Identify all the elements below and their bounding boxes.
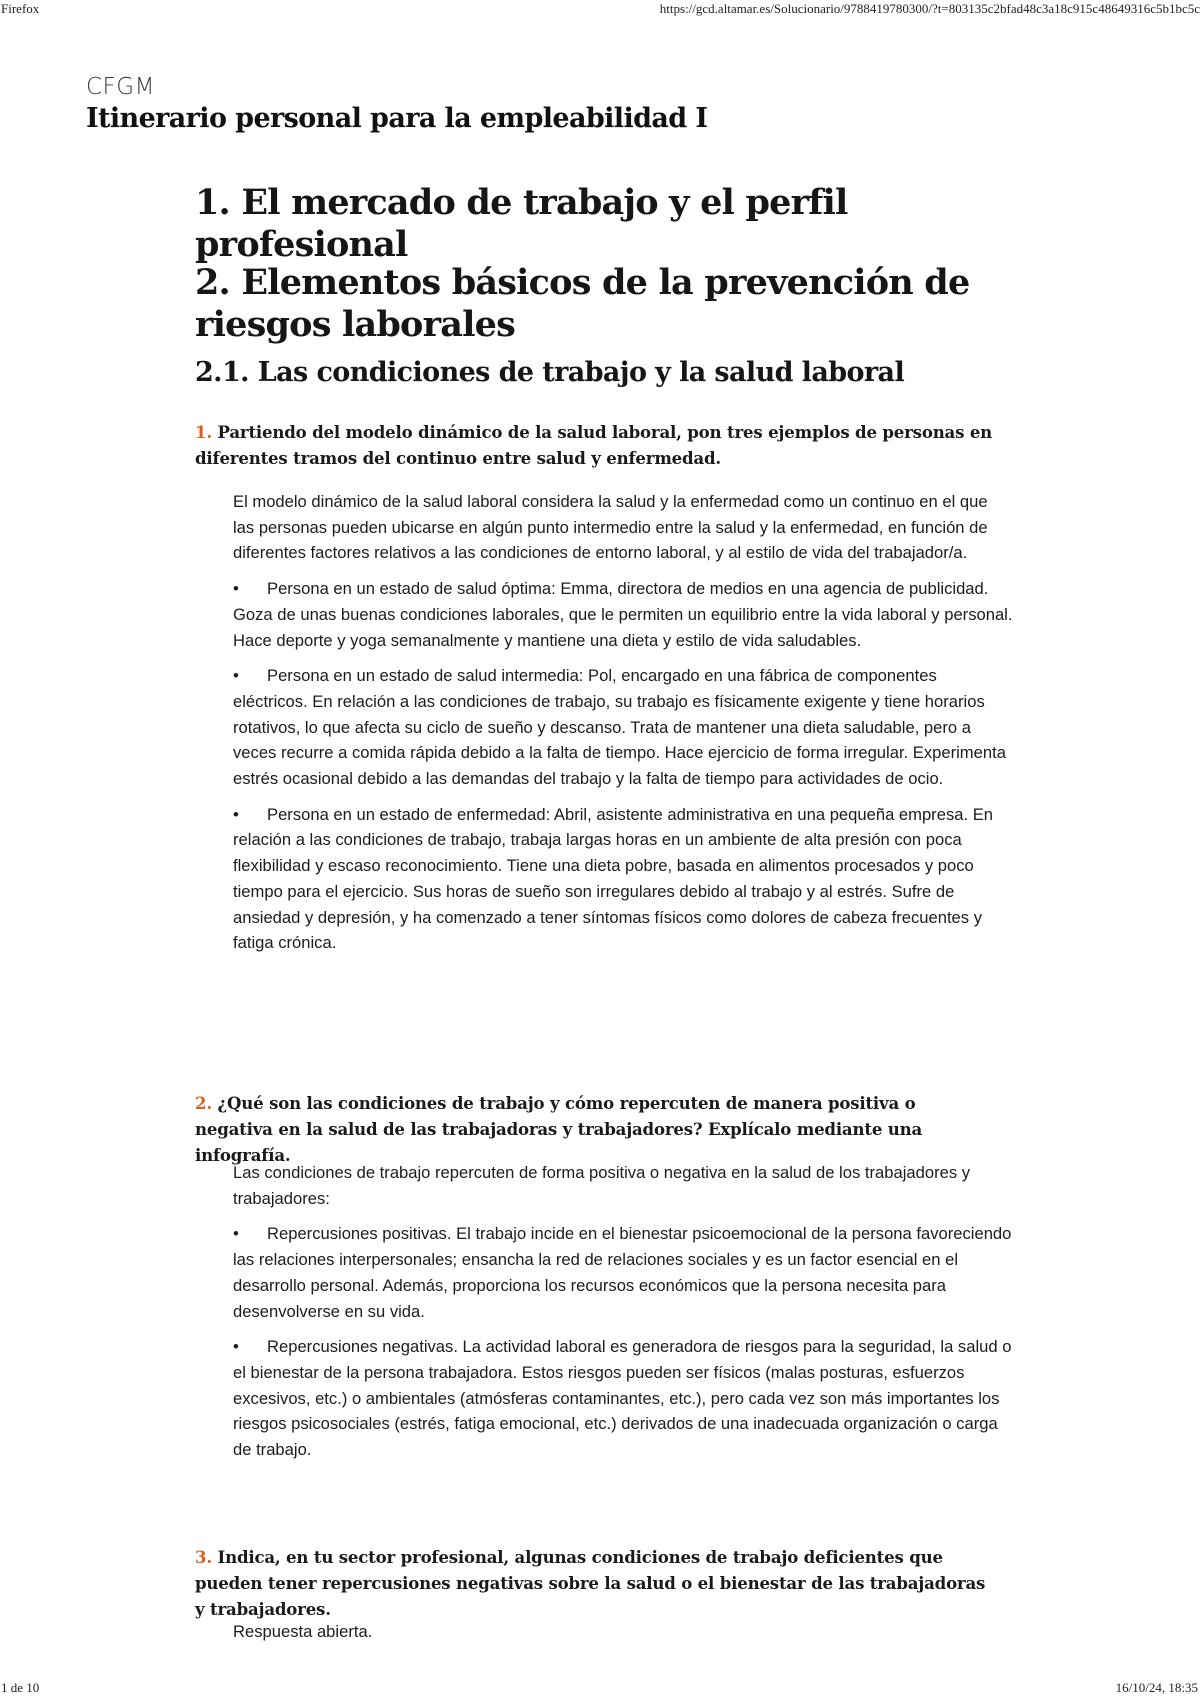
bullet-icon: • (233, 1337, 239, 1357)
book-header (86, 72, 707, 136)
corner-mark (1070, 104, 1090, 124)
answer-2-bullet-1: • Repercusiones positivas. El trabajo incide en el bienestar psicoemocional de la persona favoreciendo las relaciones interpersonales; ensancha la red de relaciones sociales y es un factor esencial en el desarrollo personal. Además, proporciona los recursos económicos que la persona necesita para desenvolverse en su vida. (233, 1221, 1013, 1324)
bullet-icon: • (233, 1224, 239, 1244)
bullet-icon: • (233, 666, 239, 686)
answer-2-bullet-2: • Repercusiones negativas. La actividad laboral es generadora de riesgos para la seguridad, la salud o el bienestar de la persona trabajadora. Estos riesgos pueden ser físicos (malas posturas, esfuerzos excesivos, etc.) o ambientales (atmósferas contaminantes, etc.), pero cada vez son más importantes los riesgos psicosociales (estrés, fatiga emocional, etc.) derivados de una inadecuada organización o carga de trabajo. (233, 1334, 1013, 1463)
print-header (0, 0, 1200, 18)
question-1-text: Partiendo del modelo dinámico de la salud laboral, pon tres ejemplos de personas en diferentes tramos del continuo entre salud y enfermedad. (195, 422, 993, 468)
print-footer (0, 1679, 1200, 1697)
answer-3-text: Respuesta abierta. (233, 1622, 373, 1641)
book-title: Itinerario personal para la empleabilidad I (86, 103, 708, 134)
question-2-text: ¿Qué son las condiciones de trabajo y cómo repercuten de manera positiva o negativa en la salud de las trabajadoras y trabajadores? Explícalo mediante una infografía. (195, 1093, 923, 1165)
print-datetime: 16/10/24, 18:35 (1115, 1680, 1198, 1695)
answer-1-bullet-1: • Persona en un estado de salud óptima: Emma, directora de medios en una agencia de publicidad. Goza de unas buenas condiciones laborales, que le permiten un equilibrio entre la vida laboral y personal. Hace deporte y yoga semanalmente y mantiene una dieta y estilo de vida saludables. (233, 576, 1013, 653)
page-indicator: 1 de 10 (1, 1680, 40, 1695)
section-title: 2.1. Las condiciones de trabajo y la salud laboral (195, 357, 905, 388)
question-1-number: 1. (195, 422, 212, 442)
page-url: https://gcd.altamar.es/Solucionario/9788419780300/?t=803135c2bfad48c3a18c915c48649316c5b1bc5c (659, 1, 1200, 16)
bullet-icon: • (233, 804, 239, 824)
answer-2-intro: Las condiciones de trabajo repercuten de forma positiva o negativa en la salud de los trabajadores y trabajadores: (233, 1163, 971, 1208)
question-3 (195, 1544, 995, 1622)
question-2-number: 2. (195, 1093, 212, 1113)
chapter-1-title: 1. El mercado de trabajo y el perfil profesional (195, 182, 848, 265)
browser-name: Firefox (1, 1, 40, 16)
question-2 (195, 1090, 995, 1168)
question-3-text: Indica, en tu sector profesional, algunas condiciones de trabajo deficientes que pueden tener repercusiones negativas sobre la salud o el bienestar de las trabajadoras y trabajadores. (195, 1547, 986, 1619)
answer-3 (233, 1619, 1013, 1655)
answer-1 (233, 489, 1013, 966)
chapter-2-title: 2. Elementos básicos de la prevención de riesgos laborales (195, 262, 970, 345)
answer-1-intro: El modelo dinámico de la salud laboral considera la salud y la enfermedad como un continuo en el que las personas pueden ubicarse en algún punto intermedio entre la salud y la enfermedad, en función de diferentes factores relativos a las condiciones de entorno laboral, y al estilo de vida del trabajador/a. (233, 492, 988, 563)
question-1 (195, 419, 995, 471)
bullet-icon: • (233, 579, 239, 599)
answer-2 (233, 1160, 1013, 1473)
book-category: CFGM (86, 74, 155, 100)
answer-1-bullet-2: • Persona en un estado de salud intermedia: Pol, encargado en una fábrica de componentes eléctricos. En relación a las condiciones de trabajo, su trabajo es físicamente exigente y tiene horarios rotativos, lo que afecta su ciclo de sueño y descanso. Trata de mantener una dieta saludable, pero a veces recurre a comida rápida debido a la falta de tiempo. Hace ejercicio de forma irregular. Experimenta estrés ocasional debido a las demandas del trabajo y la falta de tiempo para actividades de ocio. (233, 663, 1013, 792)
question-3-number: 3. (195, 1547, 212, 1567)
answer-1-bullet-3: • Persona en un estado de enfermedad: Abril, asistente administrativa en una pequeña empresa. En relación a las condiciones de trabajo, trabaja largas horas en un ambiente de alta presión con poca flexibilidad y escaso reconocimiento. Tiene una dieta pobre, basada en alimentos procesados y poco tiempo para el ejercicio. Sus horas de sueño son irregulares debido al trabajo y al estrés. Sufre de ansiedad y depresión, y ha comenzado a tener síntomas físicos como dolores de cabeza frecuentes y fatiga crónica. (233, 802, 1013, 956)
